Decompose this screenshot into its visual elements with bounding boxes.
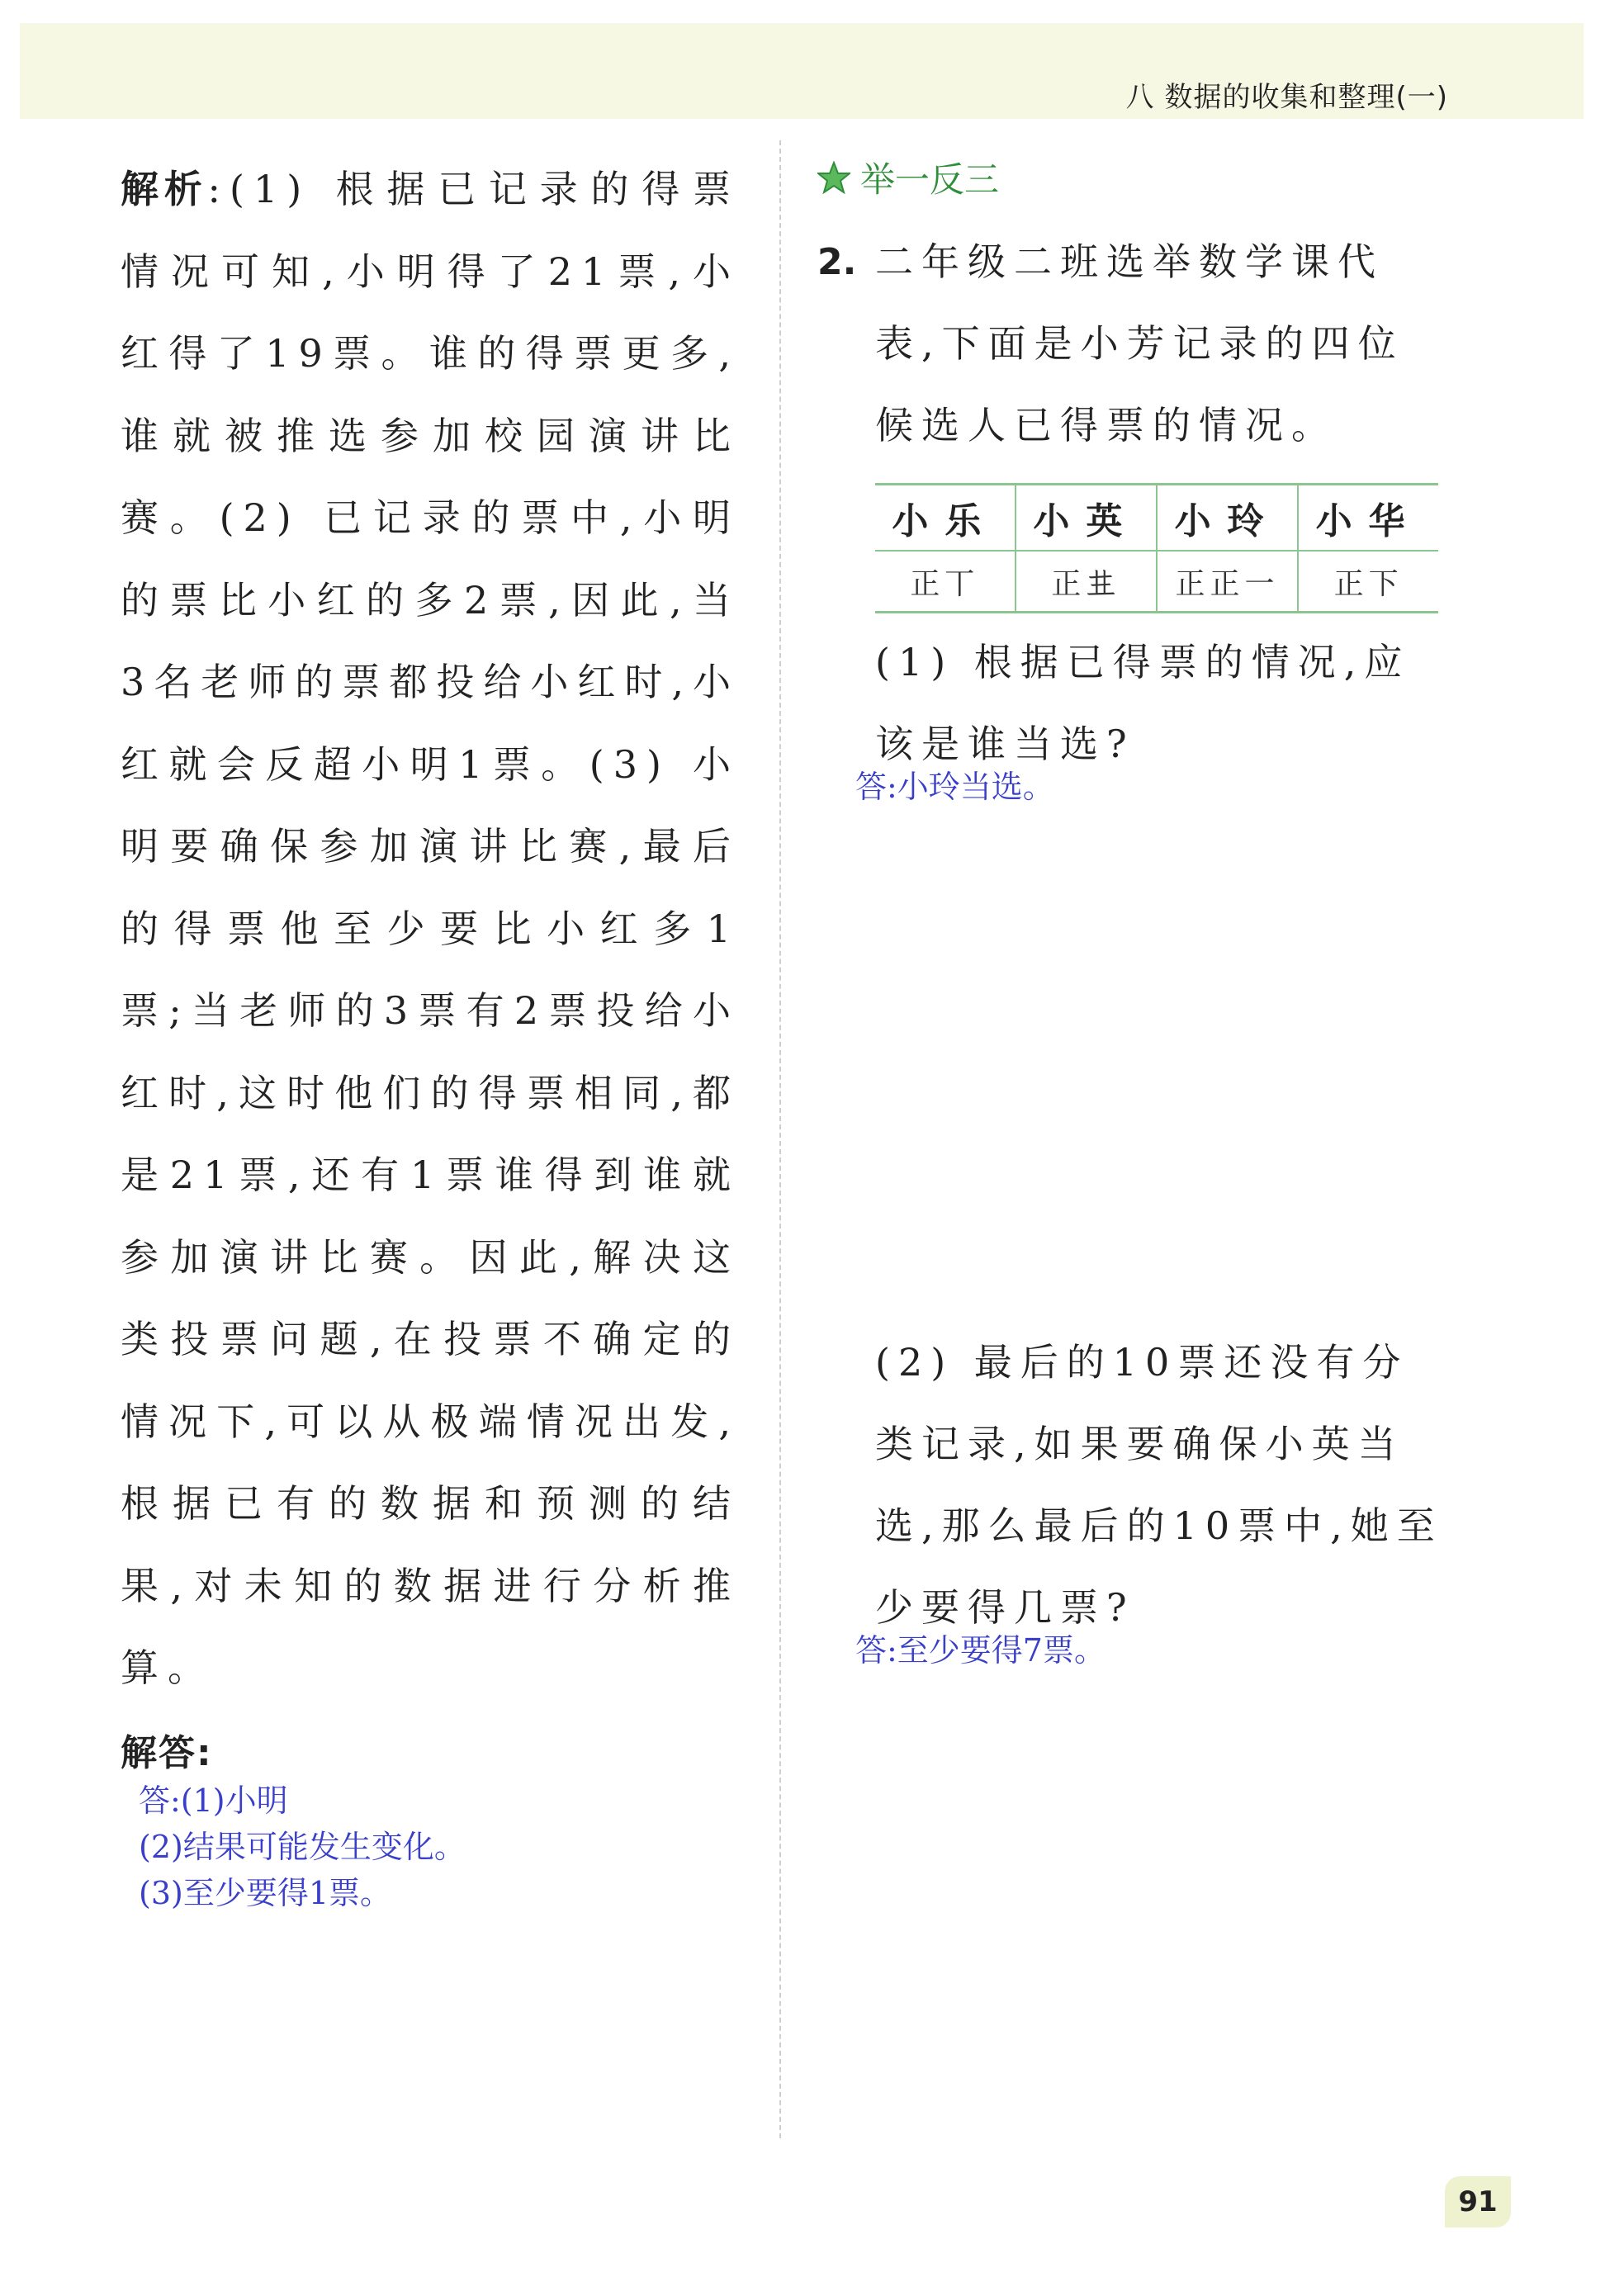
- answer-1: 答:小玲当选。: [855, 769, 1054, 805]
- table-row: [875, 551, 1438, 613]
- tally-cell: 正丅: [875, 551, 1016, 613]
- analysis-text: :(1) 根据已记录的得票情况可知,小明得了21票,小红得了19票。谁的得票更多,谁就被推选参加校园演讲比赛。(2) 已记录的票中,小明的票比小红的多2票,因此,当3名老师的票都投给小红时,小红就会反超小明1票。(3) 小明要确保参加演讲比赛,最后的得票他至少要比小红多1票;当老师的3票有2票投给小红时,这时他们的得票相同,都是21票,还有1票谁得到谁就参加演讲比赛。因此,解决这类投票问题,在投票不确定的情况下,可以从极端情况出发,根据已有的数据和预测的结果,对未知的数据进行分析推算。: [121, 167, 741, 1690]
- answer-line: (3)至少要得1票。: [139, 1874, 392, 1911]
- table-header-cell: 小玲: [1157, 485, 1298, 552]
- tally-cell: 正下: [1333, 566, 1404, 601]
- answer-line: (2)结果可能发生变化。: [139, 1828, 466, 1865]
- right-column: [817, 149, 1445, 1673]
- table-header-cell: 小英: [1016, 485, 1157, 552]
- tally-cell: 正𠀎: [1016, 551, 1157, 613]
- table-header-cell: 小华: [1298, 485, 1438, 552]
- table-header-cell: 小乐: [875, 485, 1016, 552]
- answer-label: 解答:: [121, 1731, 213, 1774]
- tally-cell: 正正一: [1157, 551, 1298, 613]
- left-column: [121, 149, 740, 1916]
- question-number: 2.: [817, 241, 857, 283]
- vote-table: [875, 483, 1438, 613]
- sub-question-2: (2) 最后的10票还没有分类记录,如果要确保小英当选,那么最后的10票中,她至少要得几票?: [875, 1340, 1443, 1630]
- analysis-paragraph: [121, 149, 740, 1710]
- question-2: [817, 221, 1445, 466]
- sub-question-1: (1) 根据已得票的情况,应该是谁当选?: [875, 640, 1411, 766]
- left-answers: [139, 1778, 740, 1916]
- section-heading: [817, 149, 1445, 206]
- column-divider: [779, 140, 781, 2138]
- page-number: 91: [1445, 2176, 1511, 2227]
- answer-line: 答:(1)小明: [139, 1782, 288, 1819]
- chapter-title: 八 数据的收集和整理(一): [1125, 81, 1448, 114]
- analysis-label: 解析: [121, 167, 208, 211]
- section-title: 举一反三: [860, 159, 1000, 200]
- question-text: 二年级二班选举数学课代表,下面是小芳记录的四位候选人已得票的情况。: [875, 239, 1404, 447]
- star-icon: [817, 161, 850, 194]
- table-header-row: [875, 485, 1438, 552]
- answer-2: 答:至少要得7票。: [855, 1632, 1106, 1669]
